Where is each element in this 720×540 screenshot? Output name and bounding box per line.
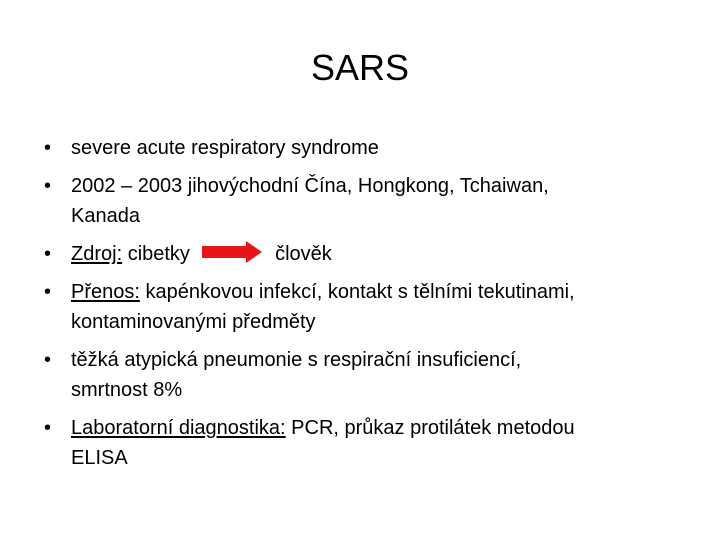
source-label: Zdroj: xyxy=(71,243,123,265)
bullet-item xyxy=(44,239,694,269)
bullet-item xyxy=(44,133,694,163)
bullet-item xyxy=(44,277,694,337)
source-to: člověk xyxy=(275,243,332,265)
bullet-text-line-1: těžká atypická pneumonie s respirační insuficiencí, xyxy=(71,349,522,371)
bullet-item xyxy=(44,413,694,473)
source-from: cibetky xyxy=(127,243,190,265)
right-arrow-icon xyxy=(202,241,262,263)
bullet-list xyxy=(44,133,694,481)
bullet-text: severe acute respiratory syndrome xyxy=(71,137,379,159)
transmission-text: kapénkovou infekcí, kontakt s tělními tekutinami, xyxy=(145,281,575,303)
bullet-text-line-2: smrtnost 8% xyxy=(71,379,183,401)
bullet-item xyxy=(44,171,694,231)
bullet-text-line-2: Kanada xyxy=(71,205,140,227)
bullet-point: • xyxy=(44,417,52,439)
bullet-point: • xyxy=(44,175,52,197)
bullet-point: • xyxy=(44,137,52,159)
slide-title: SARS xyxy=(310,47,410,88)
transmission-label: Přenos: xyxy=(71,281,140,303)
bullet-point: • xyxy=(44,243,52,265)
diagnostics-label: Laboratorní diagnostika: xyxy=(71,417,286,439)
bullet-point: • xyxy=(44,349,52,371)
transmission-text-line-2: kontaminovanými předměty xyxy=(71,311,316,333)
diagnostics-text: PCR, průkaz protilátek metodou xyxy=(291,417,575,439)
bullet-text-line-1: 2002 – 2003 jihovýchodní Čína, Hongkong, Tchaiwan, xyxy=(71,175,549,197)
bullet-item xyxy=(44,345,694,405)
bullet-point: • xyxy=(44,281,52,303)
diagnostics-text-line-2: ELISA xyxy=(71,447,128,469)
